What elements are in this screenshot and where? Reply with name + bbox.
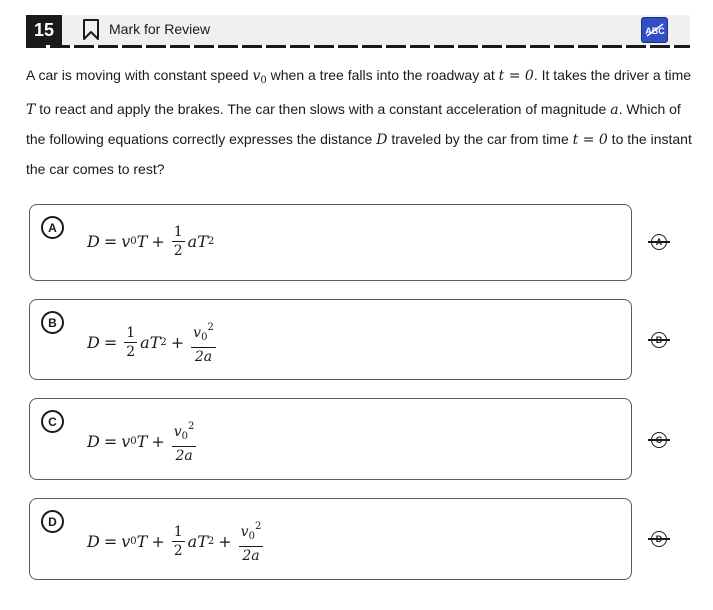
choice-letter: C	[41, 410, 64, 433]
choice-equation: D = v 0 T + $\frac{1}{2}$ a T 2 + $\frac{v_0^2}{2a}$	[87, 521, 262, 564]
strike-choice-c[interactable]	[648, 431, 670, 449]
question-number: 15	[26, 15, 62, 45]
header-divider	[26, 45, 690, 48]
choice-letter: A	[41, 216, 64, 239]
mark-for-review-button[interactable]: Mark for Review	[109, 21, 211, 37]
choice-d[interactable]	[29, 498, 632, 580]
strike-choice-a[interactable]	[648, 233, 670, 251]
choice-a[interactable]	[29, 204, 632, 281]
svg-text:ABC: ABC	[644, 26, 665, 36]
choice-letter: B	[41, 311, 64, 334]
question-text: A car is moving with constant speed $v_0$ when a tree falls into the roadway at t = 0. It takes the driver a time T to react and apply the brakes. The car then slows with a constant acceleration of magnitude a. Which of the following equations correctly expresses the distance D traveled by the car from time t = 0 to the instant the car comes to rest?	[26, 67, 692, 177]
answer-eliminator-button[interactable]	[641, 17, 668, 43]
abc-strike-icon	[644, 22, 666, 38]
choice-letter: D	[41, 510, 64, 533]
choice-equation: D = $\frac{1}{2}$ a T 2 + $\frac{v_0^2}{2a}$	[87, 322, 214, 365]
strike-choice-b[interactable]	[648, 331, 670, 349]
choice-equation: D = v 0 T + $\frac{1}{2}$ a T 2	[87, 224, 215, 259]
choice-b[interactable]	[29, 299, 632, 380]
choice-equation: D = v 0 T + $\frac{v_0^2}{2a}$	[87, 421, 195, 464]
choice-c[interactable]	[29, 398, 632, 480]
bookmark-icon[interactable]	[82, 19, 100, 41]
strike-choice-d[interactable]	[648, 530, 670, 548]
